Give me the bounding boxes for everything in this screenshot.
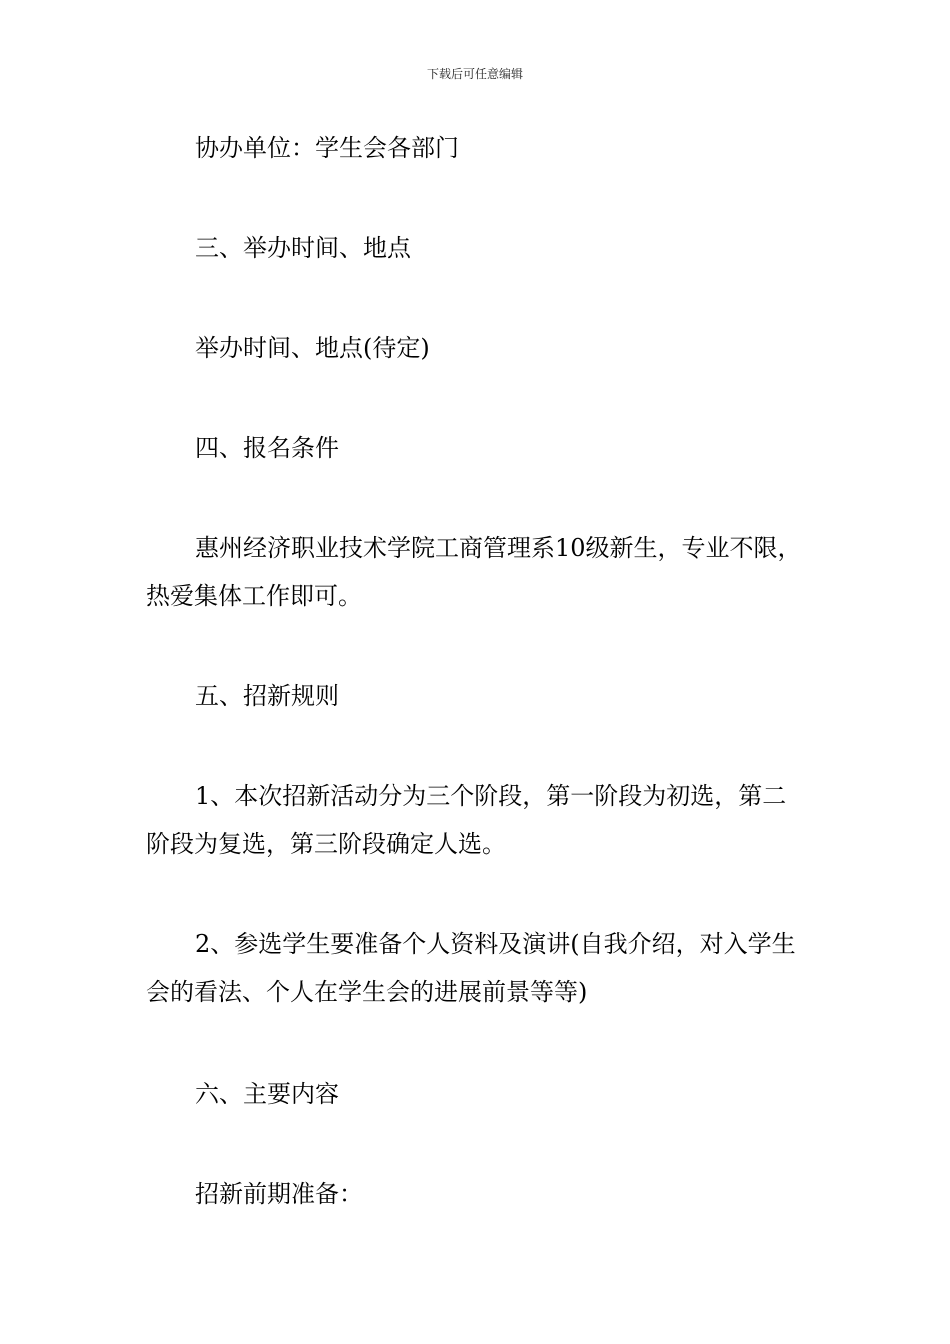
heading-registration: 四、报名条件 [195, 434, 339, 462]
paragraph-time-place: 举办时间、地点(待定) [195, 334, 430, 362]
paragraph-co-organizer: 协办单位：学生会各部门 [195, 134, 459, 162]
paragraph-rule-1: 1、本次招新活动分为三个阶段，第一阶段为初选，第二阶段为复选，第三阶段确定人选。 [146, 782, 787, 858]
heading-recruit-rules: 五、招新规则 [195, 682, 339, 710]
paragraph-rule-2: 2、参选学生要准备个人资料及演讲(自我介绍，对入学生会的看法、个人在学生会的进展前景等等) [146, 930, 796, 1006]
heading-main-content: 六、主要内容 [195, 1080, 339, 1108]
paragraph-preparation: 招新前期准备： [195, 1180, 363, 1208]
page-header-note: 下载后可任意编辑 [426, 67, 523, 81]
heading-time-place: 三、举办时间、地点 [195, 234, 411, 262]
paragraph-registration: 惠州经济职业技术学院工商管理系10级新生，专业不限，热爱集体工作即可。 [146, 534, 802, 610]
